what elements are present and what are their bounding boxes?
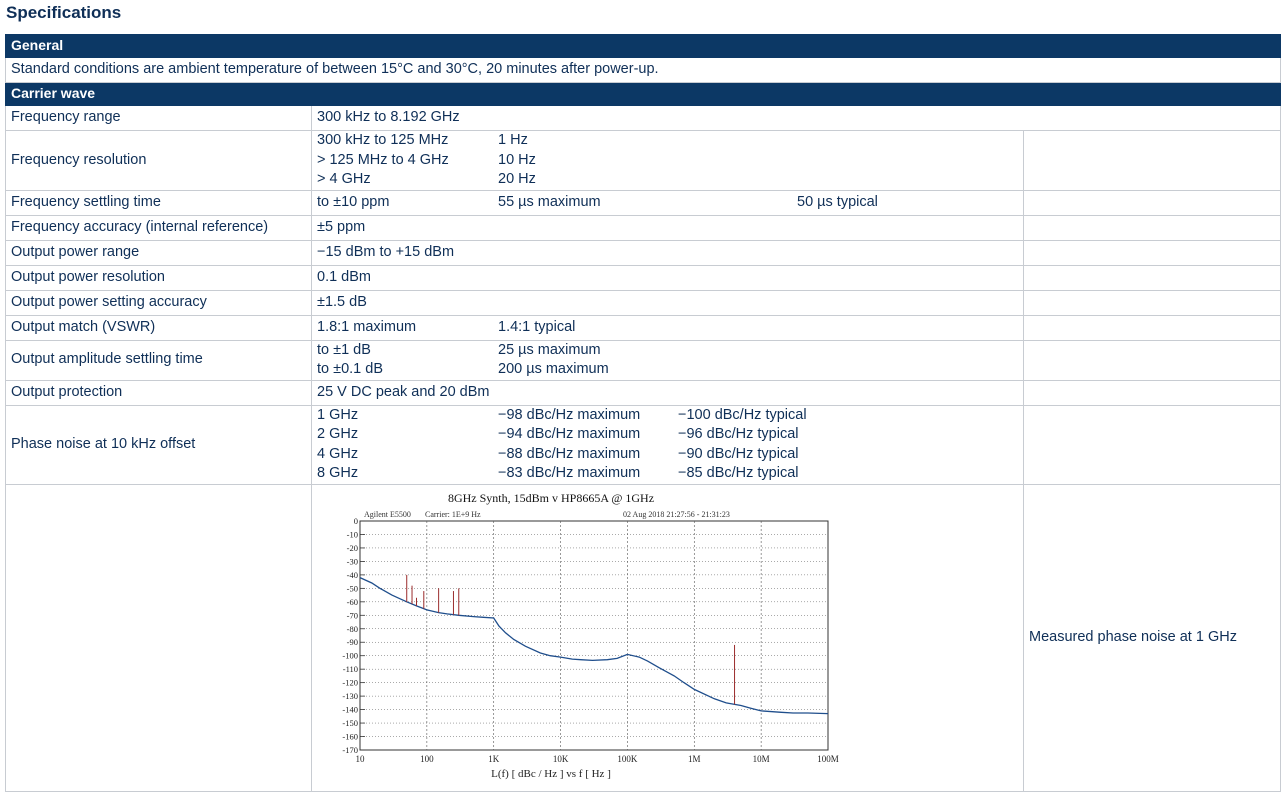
value-part: −88 dBc/Hz maximum xyxy=(498,445,641,462)
section-header-carrier xyxy=(6,83,1281,106)
value-part: > 4 GHz xyxy=(317,171,371,187)
spec-table xyxy=(5,34,1281,792)
page-title: Specifications xyxy=(6,3,122,22)
y-tick-label: -50 xyxy=(346,582,358,593)
value-part: 50 µs typical xyxy=(797,193,878,210)
value-part: 300 kHz to 125 MHz xyxy=(317,132,449,148)
measured-caption: Measured phase noise at 1 GHz xyxy=(1024,484,1281,792)
empty-cell xyxy=(1024,131,1281,191)
row-value xyxy=(312,405,1024,484)
chart-timestamp: 02 Aug 2018 21:27:56 - 21:31:23 xyxy=(623,509,730,519)
row-value: 0.1 dBm xyxy=(312,265,1024,290)
value-part: −98 dBc/Hz maximum xyxy=(498,406,641,423)
y-tick-label: -130 xyxy=(342,690,358,701)
value-part: −90 dBc/Hz typical xyxy=(678,445,799,462)
table-row xyxy=(6,106,1281,131)
y-tick-label: -80 xyxy=(346,623,358,634)
row-label: Output protection xyxy=(6,380,312,405)
y-tick-label: -20 xyxy=(346,542,358,553)
table-row xyxy=(6,405,1281,484)
chart-instrument: Agilent E5500 xyxy=(364,509,411,519)
empty-cell xyxy=(1024,265,1281,290)
x-tick-label: 100 xyxy=(420,753,434,764)
row-value: ±1.5 dB xyxy=(312,290,1024,315)
value-part: 1.4:1 typical xyxy=(498,318,576,335)
x-tick-label: 100K xyxy=(617,753,638,764)
row-label: Frequency settling time xyxy=(6,190,312,215)
y-tick-label: -140 xyxy=(342,704,358,715)
row-label: Output match (VSWR) xyxy=(6,315,312,340)
table-row xyxy=(6,265,1281,290)
y-tick-label: -30 xyxy=(346,555,358,566)
chart-title: 8GHz Synth, 15dBm v HP8665A @ 1GHz xyxy=(447,490,655,505)
chart-carrier: Carrier: 1E+9 Hz xyxy=(425,509,481,519)
row-value: 25 V DC peak and 20 dBm xyxy=(312,380,1024,405)
y-tick-label: -70 xyxy=(346,609,358,620)
y-tick-label: -100 xyxy=(342,650,358,661)
value-part: to ±10 ppm xyxy=(317,193,390,210)
chart-cell xyxy=(312,484,1024,792)
x-tick-label: 100M xyxy=(817,753,839,764)
empty-cell xyxy=(1024,215,1281,240)
row-value xyxy=(312,190,1024,215)
table-row xyxy=(6,215,1281,240)
row-value: −15 dBm to +15 dBm xyxy=(312,240,1024,265)
empty-cell xyxy=(6,484,312,792)
y-tick-label: 0 xyxy=(353,515,358,526)
x-tick-label: 1M xyxy=(688,753,701,764)
value-part: −100 dBc/Hz typical xyxy=(678,406,807,423)
empty-cell xyxy=(1024,315,1281,340)
y-tick-label: -10 xyxy=(346,528,358,539)
value-part: 8 GHz xyxy=(317,465,359,481)
phase-noise-chart xyxy=(312,485,852,785)
value-part: −85 dBc/Hz typical xyxy=(678,465,799,481)
y-tick-label: -170 xyxy=(342,744,358,755)
row-label: Output power setting accuracy xyxy=(6,290,312,315)
row-value xyxy=(312,131,1024,191)
plot-area xyxy=(360,521,828,750)
value-part: to ±0.1 dB xyxy=(317,361,384,377)
row-label: Output amplitude settling time xyxy=(6,340,312,380)
value-part: 2 GHz xyxy=(317,426,359,442)
row-label: Frequency accuracy (internal reference) xyxy=(6,215,312,240)
y-tick-label: -160 xyxy=(342,731,358,742)
table-row xyxy=(6,290,1281,315)
y-tick-label: -150 xyxy=(342,717,358,728)
value-part: −96 dBc/Hz typical xyxy=(678,426,799,442)
section-title: Carrier wave xyxy=(6,83,1281,106)
x-tick-label: 10 xyxy=(355,753,365,764)
general-note: Standard conditions are ambient temperature of between 15°C and 30°C, 20 minutes after power-up. xyxy=(6,58,1281,83)
y-tick-label: -90 xyxy=(346,636,358,647)
table-row xyxy=(6,131,1281,191)
row-value xyxy=(312,340,1024,380)
row-label: Frequency resolution xyxy=(6,131,312,191)
x-tick-label: 10K xyxy=(552,753,569,764)
empty-cell xyxy=(1024,340,1281,380)
value-part: 20 Hz xyxy=(498,171,536,187)
value-part: 55 µs maximum xyxy=(498,193,601,210)
y-tick-label: -120 xyxy=(342,677,358,688)
value-part: 25 µs maximum xyxy=(498,341,601,358)
value-part: 1 Hz xyxy=(498,132,528,148)
value-part: > 125 MHz to 4 GHz xyxy=(317,151,449,168)
row-label: Output power range xyxy=(6,240,312,265)
section-header-general xyxy=(6,35,1281,58)
table-row xyxy=(6,58,1281,83)
table-row xyxy=(6,240,1281,265)
empty-cell xyxy=(1024,405,1281,484)
row-label: Output power resolution xyxy=(6,265,312,290)
x-tick-label: 10M xyxy=(752,753,770,764)
table-row xyxy=(6,380,1281,405)
value-part: 200 µs maximum xyxy=(498,361,609,377)
value-part: 4 GHz xyxy=(317,445,359,462)
value-part: to ±1 dB xyxy=(317,341,371,358)
table-row xyxy=(6,315,1281,340)
x-tick-label: 1K xyxy=(488,753,500,764)
value-part: −94 dBc/Hz maximum xyxy=(498,426,641,442)
table-row xyxy=(6,190,1281,215)
y-tick-label: -60 xyxy=(346,596,358,607)
table-row xyxy=(6,340,1281,380)
section-title: General xyxy=(6,35,1281,58)
row-value: 300 kHz to 8.192 GHz xyxy=(312,106,1281,131)
row-label: Phase noise at 10 kHz offset xyxy=(6,405,312,484)
empty-cell xyxy=(1024,290,1281,315)
empty-cell xyxy=(1024,380,1281,405)
empty-cell xyxy=(1024,190,1281,215)
empty-cell xyxy=(1024,240,1281,265)
table-row xyxy=(6,484,1281,792)
value-part: 1 GHz xyxy=(317,406,359,423)
row-label: Frequency range xyxy=(6,106,312,131)
y-tick-label: -40 xyxy=(346,569,358,580)
value-part: 1.8:1 maximum xyxy=(317,318,417,335)
y-tick-label: -110 xyxy=(342,663,358,674)
value-part: 10 Hz xyxy=(498,151,536,168)
row-value xyxy=(312,315,1024,340)
row-value: ±5 ppm xyxy=(312,215,1024,240)
value-part: −83 dBc/Hz maximum xyxy=(498,465,641,481)
x-axis-label: L(f) [ dBc / Hz ] vs f [ Hz ] xyxy=(491,767,611,780)
